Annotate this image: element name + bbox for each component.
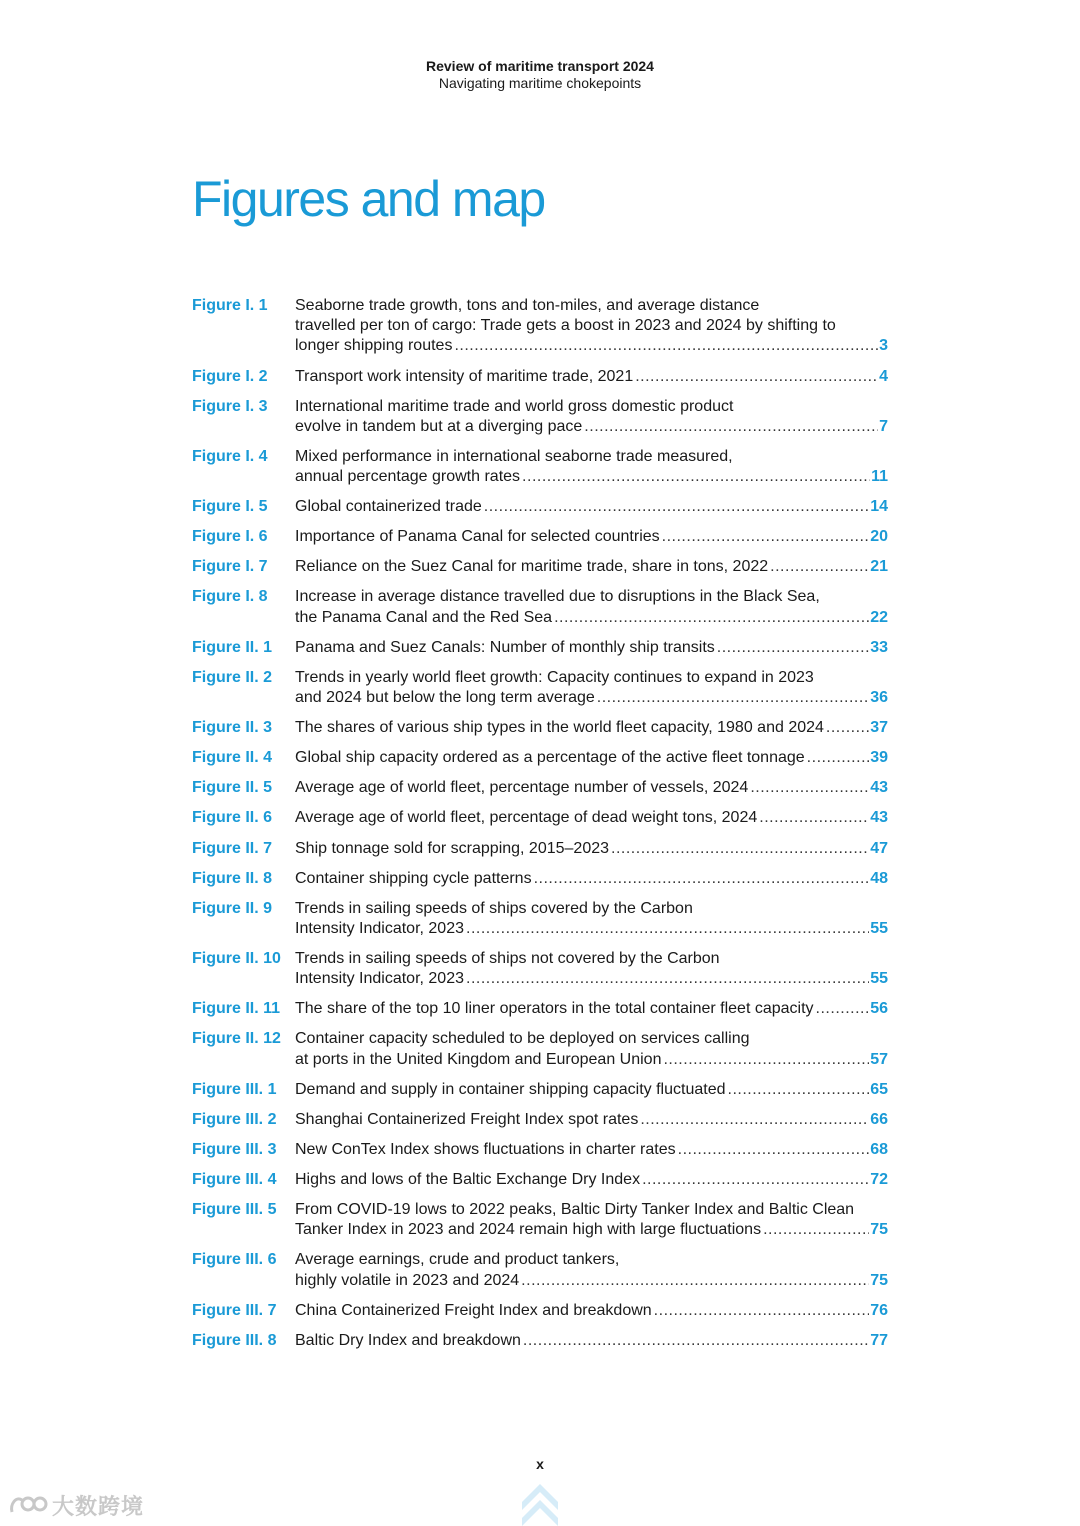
figure-caption	[295, 638, 888, 658]
figure-label: Figure III. 8	[192, 1331, 277, 1349]
page-link[interactable]: 4	[879, 367, 888, 385]
watermark-text: 大数跨境	[52, 1493, 145, 1519]
figure-label: Figure I. 4	[192, 447, 268, 465]
toc-entry[interactable]	[192, 1301, 888, 1321]
caption-line: Average age of world fleet, percentage number of vessels, 2024	[295, 779, 749, 797]
figure-caption	[295, 869, 888, 889]
toc-entry[interactable]	[192, 949, 888, 989]
caption-line: China Containerized Freight Index and breakdown	[295, 1301, 652, 1319]
caption-last-line	[295, 869, 888, 889]
figure-label: Figure I. 7	[192, 558, 268, 576]
figure-label: Figure II. 3	[192, 719, 273, 737]
figure-label: Figure III. 4	[192, 1170, 277, 1188]
page-link[interactable]: 39	[870, 749, 888, 767]
dot-leader	[717, 638, 869, 658]
dot-leader	[678, 1140, 870, 1160]
caption-line: at ports in the United Kingdom and European Union	[295, 1050, 662, 1068]
figure-caption	[295, 397, 888, 437]
toc-entry[interactable]	[192, 1331, 888, 1351]
dot-leader	[521, 1271, 869, 1291]
dot-leader	[663, 1050, 869, 1070]
figure-label: Figure II. 12	[192, 1030, 281, 1048]
dot-leader	[826, 718, 869, 738]
toc-entry[interactable]	[192, 638, 888, 658]
toc-entry[interactable]	[192, 497, 888, 517]
caption-line: Transport work intensity of maritime trade, 2021	[295, 367, 634, 385]
caption-line: Intensity Indicator, 2023	[295, 970, 464, 988]
figure-label: Figure II. 11	[192, 1000, 281, 1018]
publication-subtitle: Navigating maritime chokepoints	[438, 75, 642, 91]
caption-line: New ConTex Index shows fluctuations in charter rates	[295, 1140, 676, 1158]
figure-label: Figure III. 7	[192, 1301, 277, 1319]
dot-leader	[728, 1080, 870, 1100]
caption-line: Panama and Suez Canals: Number of monthly ship transits	[295, 638, 715, 656]
page-link[interactable]: 55	[870, 919, 888, 937]
figure-caption	[295, 949, 888, 989]
caption-line: Average earnings, crude and product tankers,	[295, 1251, 620, 1269]
caption-last-line	[295, 1331, 888, 1351]
toc-entry[interactable]	[192, 1140, 888, 1160]
figure-caption	[295, 1140, 888, 1160]
page-link[interactable]: 43	[870, 779, 888, 797]
caption-last-line	[295, 467, 888, 487]
dot-leader	[522, 467, 870, 487]
figure-caption	[295, 718, 888, 738]
page-link[interactable]: 20	[870, 528, 888, 546]
page-link[interactable]: 76	[870, 1301, 888, 1319]
caption-line: The shares of various ship types in the world fleet capacity, 1980 and 2024	[295, 719, 824, 737]
caption-line: Mixed performance in international seaborne trade measured,	[295, 447, 733, 465]
toc-entry[interactable]	[192, 999, 888, 1019]
page-link[interactable]: 66	[870, 1110, 888, 1128]
page-link[interactable]: 77	[870, 1331, 888, 1349]
dot-leader	[642, 1170, 869, 1190]
figure-caption	[295, 999, 888, 1019]
caption-line: Average age of world fleet, percentage of dead weight tons, 2024	[295, 809, 758, 827]
figure-label: Figure III. 2	[192, 1110, 277, 1128]
toc-entry[interactable]	[192, 367, 888, 387]
toc-entry[interactable]	[192, 587, 888, 627]
caption-line: International maritime trade and world gross domestic product	[295, 397, 734, 415]
page-link[interactable]: 3	[879, 337, 888, 355]
toc-entry[interactable]	[192, 1029, 888, 1069]
figure-label: Figure II. 9	[192, 899, 273, 917]
caption-line: Trends in sailing speeds of ships not covered by the Carbon	[295, 950, 720, 968]
page-link[interactable]: 21	[870, 558, 888, 576]
figure-label: Figure II. 8	[192, 869, 273, 887]
figure-label: Figure I. 1	[192, 297, 268, 314]
figure-label: Figure I. 8	[192, 588, 268, 606]
figure-caption	[295, 778, 888, 798]
figure-caption	[295, 1029, 888, 1069]
caption-line: Importance of Panama Canal for selected countries	[295, 528, 660, 546]
scroll-up-chevron-icon[interactable]	[520, 1482, 560, 1526]
dot-leader	[597, 688, 869, 708]
caption-line: Tanker Index in 2023 and 2024 remain high with large fluctuations	[295, 1221, 762, 1239]
figure-caption	[295, 668, 888, 708]
dot-leader	[611, 839, 869, 859]
caption-last-line	[295, 1301, 888, 1321]
toc-entry[interactable]	[192, 778, 888, 798]
caption-line: From COVID-19 lows to 2022 peaks, Baltic Dirty Tanker Index and Baltic Clean	[295, 1201, 855, 1219]
caption-line: Reliance on the Suez Canal for maritime trade, share in tons, 2022	[295, 558, 769, 576]
page-link[interactable]: 7	[879, 417, 888, 435]
caption-line: Increase in average distance travelled due to disruptions in the Black Sea,	[295, 588, 820, 606]
dot-leader	[763, 1220, 869, 1240]
figure-list	[192, 296, 888, 1361]
toc-entry[interactable]	[192, 748, 888, 768]
page-link[interactable]: 55	[870, 970, 888, 988]
caption-line: the Panama Canal and the Red Sea	[295, 608, 553, 626]
toc-entry[interactable]	[192, 397, 888, 437]
toc-entry[interactable]	[192, 1250, 888, 1290]
page-link[interactable]: 48	[870, 869, 888, 887]
dot-leader	[523, 1331, 869, 1351]
figure-caption	[295, 1110, 888, 1130]
toc-entry[interactable]	[192, 1170, 888, 1190]
dot-leader	[816, 999, 870, 1019]
figure-caption	[295, 808, 888, 828]
figure-label: Figure II. 1	[192, 638, 273, 656]
caption-last-line	[295, 336, 888, 356]
dot-leader	[654, 1301, 870, 1321]
figure-caption	[295, 497, 888, 517]
figure-caption	[295, 1200, 888, 1240]
dot-leader	[759, 808, 869, 828]
figure-label: Figure III. 3	[192, 1140, 277, 1158]
caption-line: Intensity Indicator, 2023	[295, 919, 464, 937]
caption-line: Ship tonnage sold for scrapping, 2015–2023	[295, 839, 610, 857]
toc-entry[interactable]	[192, 1080, 888, 1100]
caption-last-line	[295, 1140, 888, 1160]
toc-entry[interactable]	[192, 869, 888, 889]
figure-caption	[295, 587, 888, 627]
caption-line: Trends in yearly world fleet growth: Capacity continues to expand in 2023	[295, 668, 814, 686]
watermark	[8, 1490, 144, 1520]
page-link[interactable]: 33	[870, 638, 888, 656]
caption-line: Highs and lows of the Baltic Exchange Dry Index	[295, 1170, 641, 1188]
caption-line: Global containerized trade	[295, 498, 482, 516]
caption-line: Shanghai Containerized Freight Index spot rates	[295, 1110, 639, 1128]
caption-line: and 2024 but below the long term average	[295, 689, 595, 707]
page-link[interactable]: 14	[870, 498, 888, 516]
page-link[interactable]: 43	[870, 809, 888, 827]
caption-last-line	[295, 969, 888, 989]
figure-caption	[295, 1250, 888, 1290]
figure-label: Figure II. 7	[192, 839, 273, 857]
figure-caption	[295, 899, 888, 939]
page-link[interactable]: 72	[870, 1170, 888, 1188]
caption-last-line	[295, 557, 888, 577]
caption-line: Trends in sailing speeds of ships covered by the Carbon	[295, 899, 693, 917]
caption-line: evolve in tandem but at a diverging pace	[295, 417, 583, 435]
page-link[interactable]: 37	[870, 719, 888, 737]
page-link[interactable]: 56	[870, 1000, 888, 1018]
figure-caption	[295, 447, 888, 487]
page-link[interactable]: 47	[870, 839, 888, 857]
caption-last-line	[295, 527, 888, 547]
toc-entry[interactable]	[192, 839, 888, 859]
page-link[interactable]: 36	[870, 689, 888, 707]
dot-leader	[750, 778, 869, 798]
dot-leader	[466, 919, 869, 939]
caption-last-line	[295, 919, 888, 939]
figure-caption	[295, 1331, 888, 1351]
page-link[interactable]: 75	[870, 1271, 888, 1289]
figure-caption	[295, 296, 888, 357]
dot-leader	[635, 367, 878, 387]
caption-last-line	[295, 688, 888, 708]
caption-line: Container shipping cycle patterns	[295, 869, 532, 887]
figure-label: Figure II. 2	[192, 668, 273, 686]
dot-leader	[662, 527, 870, 547]
figure-label: Figure I. 5	[192, 498, 268, 516]
figure-label: Figure I. 6	[192, 528, 268, 546]
dot-leader	[770, 557, 869, 577]
figure-label: Figure II. 6	[192, 809, 273, 827]
toc-entry[interactable]	[192, 718, 888, 738]
caption-last-line	[295, 1170, 888, 1190]
caption-last-line	[295, 367, 888, 387]
figure-label: Figure II. 4	[192, 749, 273, 767]
toc-entry[interactable]	[192, 1200, 888, 1240]
figure-label: Figure II. 5	[192, 779, 273, 797]
caption-last-line	[295, 718, 888, 738]
toc-entry[interactable]	[192, 808, 888, 828]
figure-caption	[295, 1080, 888, 1100]
caption-line: The share of the top 10 liner operators in the total container fleet capacity	[295, 1000, 814, 1018]
caption-line: longer shipping routes	[295, 337, 453, 355]
publication-title: Review of maritime transport 2024	[426, 58, 654, 74]
caption-line: annual percentage growth rates	[295, 468, 521, 486]
figure-caption	[295, 1301, 888, 1321]
figure-label: Figure III. 5	[192, 1201, 277, 1219]
running-header	[0, 58, 1080, 92]
dot-leader	[534, 869, 870, 889]
page-link[interactable]: 11	[871, 468, 888, 486]
watermark-logo-icon	[8, 1492, 48, 1518]
dot-leader	[584, 417, 878, 437]
page-link[interactable]: 22	[870, 608, 888, 626]
dot-leader	[807, 748, 870, 768]
figure-caption	[295, 748, 888, 768]
figure-label: Figure I. 3	[192, 397, 268, 415]
figure-caption	[295, 367, 888, 387]
figure-label: Figure III. 1	[192, 1080, 277, 1098]
caption-line: Seaborne trade growth, tons and ton-miles, and average distance	[295, 297, 760, 314]
toc-entry[interactable]	[192, 668, 888, 708]
toc-entry[interactable]	[192, 557, 888, 577]
caption-last-line	[295, 497, 888, 517]
caption-last-line	[295, 839, 888, 859]
figure-caption	[295, 557, 888, 577]
caption-last-line	[295, 1220, 888, 1240]
caption-last-line	[295, 748, 888, 768]
toc-entry[interactable]	[192, 1110, 888, 1130]
caption-last-line	[295, 417, 888, 437]
caption-line: Demand and supply in container shipping capacity fluctuated	[295, 1080, 726, 1098]
caption-line: travelled per ton of cargo: Trade gets a boost in 2023 and 2024 by shifting to	[295, 317, 836, 335]
caption-last-line	[295, 778, 888, 798]
figure-caption	[295, 1170, 888, 1190]
caption-last-line	[295, 999, 888, 1019]
caption-last-line	[295, 1271, 888, 1291]
caption-last-line	[295, 808, 888, 828]
toc-entry[interactable]	[192, 899, 888, 939]
figure-caption	[295, 527, 888, 547]
figure-label: Figure II. 10	[192, 950, 281, 968]
dot-leader	[466, 969, 869, 989]
caption-line: Global ship capacity ordered as a percentage of the active fleet tonnage	[295, 749, 805, 767]
figure-label: Figure I. 2	[192, 367, 268, 385]
page-link[interactable]: 57	[870, 1050, 888, 1068]
caption-last-line	[295, 1110, 888, 1130]
page-link[interactable]: 68	[870, 1140, 888, 1158]
toc-entry[interactable]	[192, 527, 888, 547]
caption-line: highly volatile in 2023 and 2024	[295, 1271, 520, 1289]
dot-leader	[640, 1110, 869, 1130]
page-link[interactable]: 65	[870, 1080, 888, 1098]
page-link[interactable]: 75	[870, 1221, 888, 1239]
caption-line: Container capacity scheduled to be deployed on services calling	[295, 1030, 750, 1048]
figure-label: Figure III. 6	[192, 1251, 277, 1269]
caption-line: Baltic Dry Index and breakdown	[295, 1331, 521, 1349]
dot-leader	[484, 497, 869, 517]
page-title: Figures and map	[192, 171, 545, 227]
toc-entry[interactable]	[192, 296, 888, 357]
caption-last-line	[295, 1080, 888, 1100]
figure-caption	[295, 839, 888, 859]
caption-last-line	[295, 1050, 888, 1070]
page-number: x	[536, 1456, 544, 1472]
caption-last-line	[295, 638, 888, 658]
toc-entry[interactable]	[192, 447, 888, 487]
dot-leader	[554, 608, 869, 628]
caption-last-line	[295, 608, 888, 628]
dot-leader	[454, 336, 878, 356]
